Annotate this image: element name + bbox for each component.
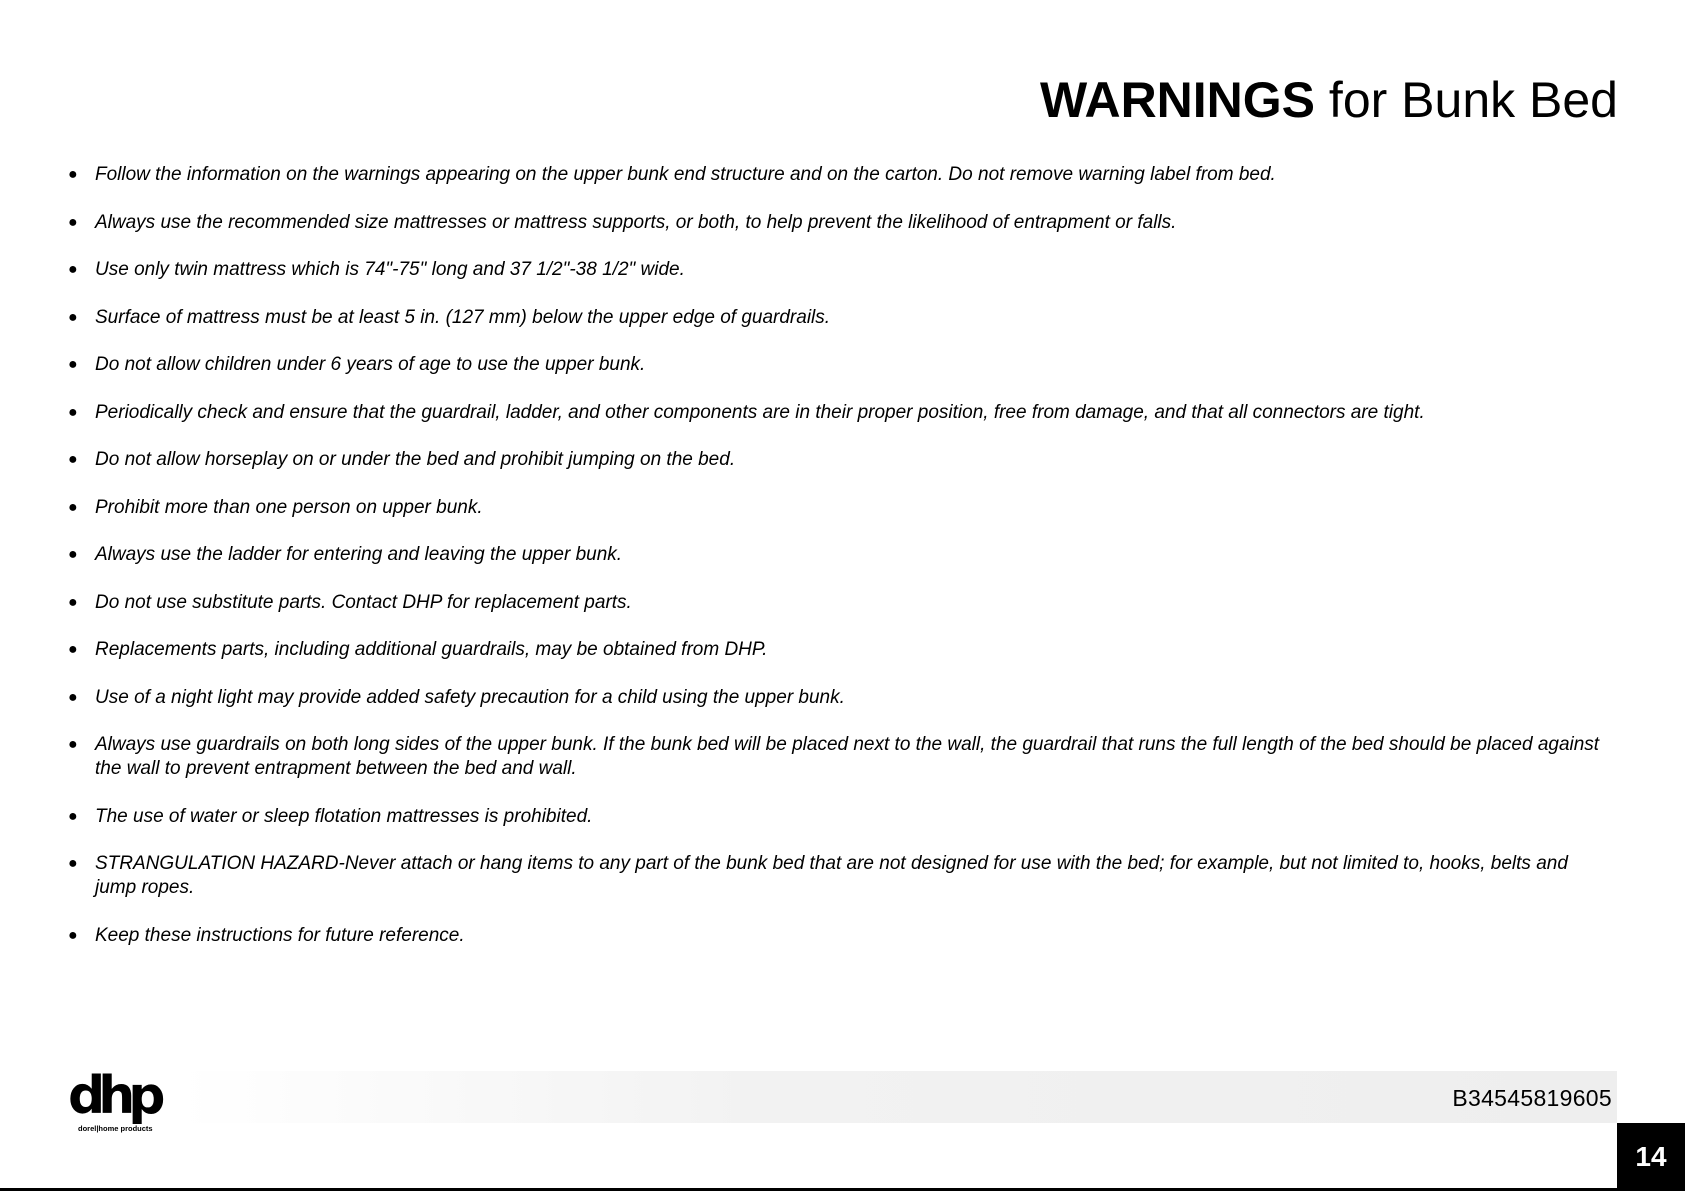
warning-item [68,496,1613,520]
warning-text: Keep these instructions for future reference. [95,924,465,946]
warning-text: Use of a night light may provide added safety precaution for a child using the upper bunk. [95,686,845,708]
bullet-icon: ● [68,451,78,468]
warning-item [68,805,1613,829]
warning-item [68,306,1613,330]
warning-item [68,924,1613,948]
warning-item [68,258,1613,282]
warning-text: Surface of mattress must be at least 5 in. (127 mm) below the upper edge of guardrails. [95,306,831,328]
warning-item [68,852,1613,900]
bullet-icon: ● [68,641,78,658]
page-number: 14 [1617,1123,1685,1191]
warning-item [68,733,1613,781]
warning-item [68,686,1613,710]
warnings-list [68,163,1613,971]
bullet-icon: ● [68,593,78,611]
warning-item [68,211,1613,235]
warning-item [68,353,1613,377]
page-title-bold: WARNINGS [1040,72,1316,128]
warning-item [68,163,1613,187]
warning-text: Do not allow horseplay on or under the bed and prohibit jumping on the bed. [95,449,736,470]
bullet-icon: ● [68,546,78,563]
document-code: B34545819605 [1452,1085,1612,1111]
bullet-icon: ● [68,498,78,516]
page-title [1040,70,1618,130]
logo-mark: dhp [68,1066,159,1126]
warning-text: Follow the information on the warnings appearing on the upper bunk end structure and on the carton. Do not remove warning label from bed. [95,164,1276,185]
page-title-rest: for Bunk Bed [1315,72,1618,128]
dhp-logo [66,1066,186,1140]
bullet-icon: ● [68,926,78,944]
warning-text: Replacements parts, including additional guardrails, may be obtained from DHP. [95,639,768,660]
bullet-icon: ● [68,688,78,706]
warning-text: Prohibit more than one person on upper bunk. [95,496,483,518]
footer-band [180,1071,1617,1123]
bullet-icon: ● [68,261,78,278]
warning-text: Use only twin mattress which is 74"-75" long and 37 1/2"-38 1/2" wide. [95,259,685,280]
bullet-icon: ● [68,166,78,183]
warning-item [68,543,1613,567]
warning-item [68,448,1613,472]
bullet-icon: ● [68,308,78,326]
warning-text: Do not use substitute parts. Contact DHP for replacement parts. [95,591,632,613]
warning-text: Always use the recommended size mattresses or mattress supports, or both, to help prevent the likelihood of entrapment or falls. [95,211,1177,233]
warning-text: Periodically check and ensure that the guardrail, ladder, and other components are in their proper position, free from damage, and that all connectors are tight. [95,401,1425,423]
warning-text: The use of water or sleep flotation mattresses is prohibited. [95,805,593,827]
warning-text: Do not allow children under 6 years of age to use the upper bunk. [95,354,646,375]
bullet-icon: ● [68,855,78,872]
warning-item [68,591,1613,615]
warning-text: Always use guardrails on both long sides of the upper bunk. If the bunk bed will be placed next to the wall, the guardrail that runs the full length of the bed should be placed against the wall to prevent entrapment between the bed and wall. [95,734,1600,779]
warning-text: STRANGULATION HAZARD-Never attach or hang items to any part of the bunk bed that are not designed for use with the bed; for example, but not limited to, hooks, belts and jump ropes. [95,853,1568,898]
bullet-icon: ● [68,403,78,421]
bullet-icon: ● [68,213,78,231]
warning-text: Always use the ladder for entering and leaving the upper bunk. [95,544,623,565]
bullet-icon: ● [68,736,78,753]
bullet-icon: ● [68,356,78,373]
warning-item [68,401,1613,425]
bullet-icon: ● [68,807,78,825]
warning-item [68,638,1613,662]
logo-subtext: dorel|home products [78,1124,153,1133]
